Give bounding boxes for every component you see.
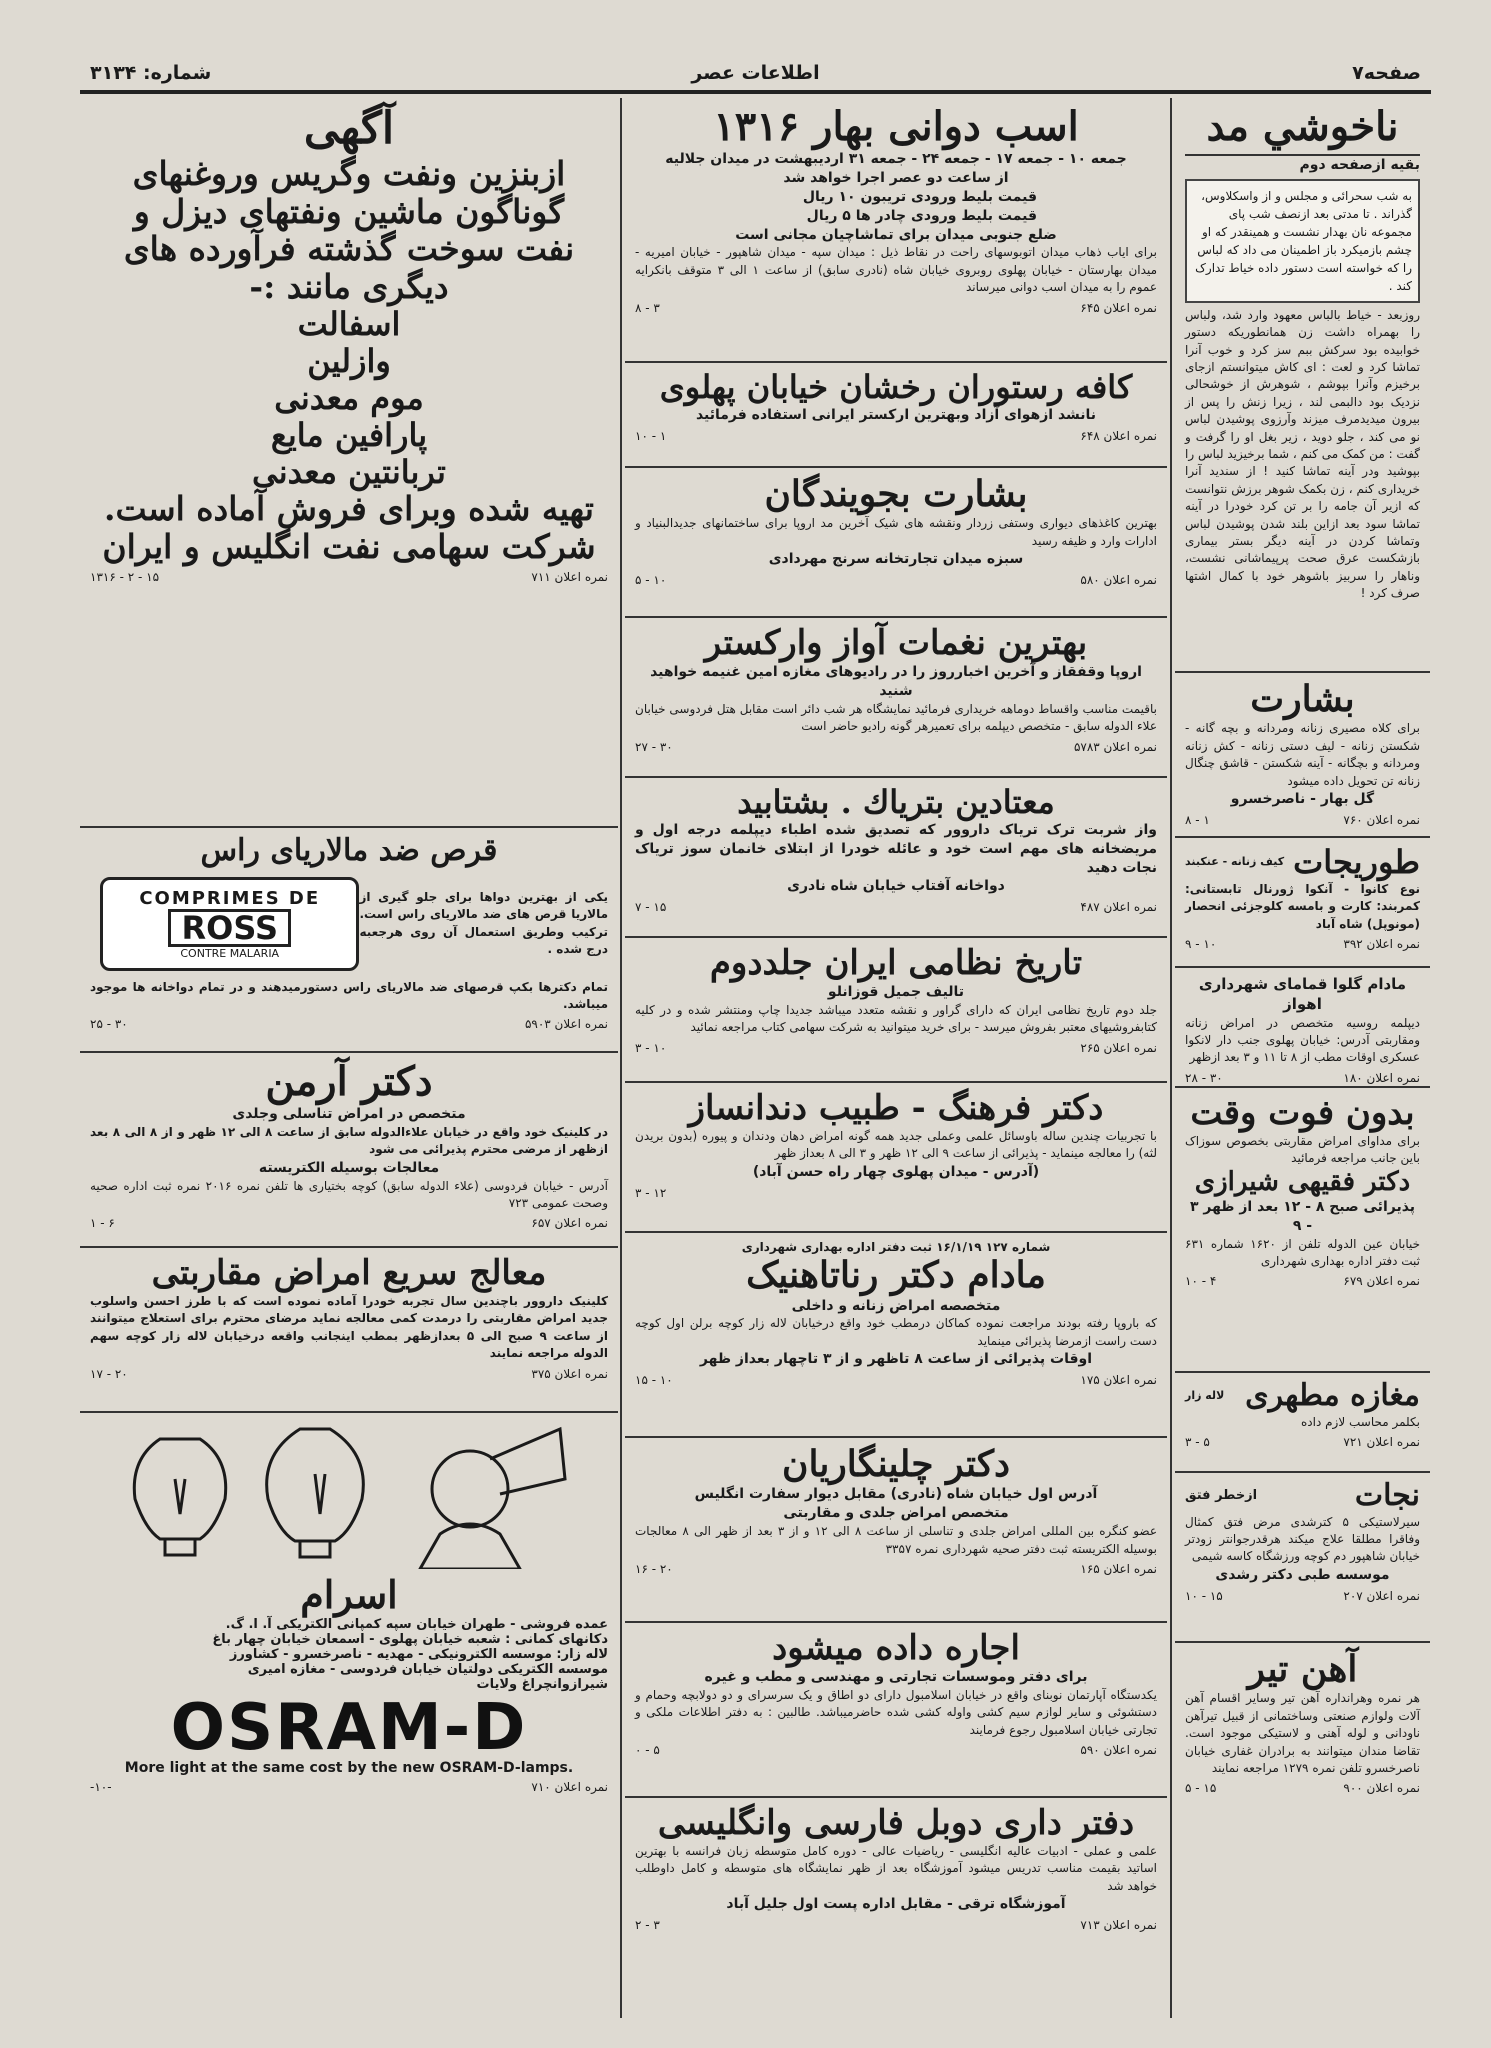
ad-title: دکتر فرهنگ - طبیب دندانساز — [688, 1088, 1104, 1128]
ad-subtitle: کیف زنانه - عنکبند — [1185, 854, 1285, 868]
ad-tarikh-nezami — [625, 938, 1167, 1083]
ad-title: اسرام — [300, 1572, 398, 1617]
ad-date: ۲۰ - ۱۷ — [90, 1366, 128, 1381]
ad-body: هر نمره وهرانداره آهن تیر وسایر اقسام آهن آلات ولوازم صنعتی وساختمانی از قبیل تیرآهن ناودانی و لوله آهنی و لاستیکی موجود است. تقاضا مندان میتوانند به برادران غفاری خیابان ناصرخسرو تلفن نمره ۱۲۷۹ مراجعه نمایند — [1185, 1691, 1420, 1775]
ad-number: نمره اعلان ۳۹۲ — [1343, 936, 1420, 951]
hours: پذیرائی صبح ۸ - ۱۲ بعد از ظهر ۳ - ۹ — [1189, 1198, 1416, 1234]
ad-body: در کلینیک خود واقع در خیابان علاءالدوله سابق از ساعت ۸ الی ۱۲ ظهر و از ۸ الی ۸ بعد ازظهر از مرضی محترم پذیرائی می شود — [90, 1124, 608, 1157]
retailer-line — [90, 1677, 608, 1692]
ad-body: بهترین کاغذهای دیواری وستفی زردار ونقشه های شیک آخرین مد اروپا برای ساختمانهای جدیدالبنیاد و ادارات وارد و ظیفه رسید — [635, 516, 1157, 548]
ad-dr-farhang — [625, 1083, 1167, 1233]
ad-subtitle: متخصصه امراض زنانه و داخلی — [791, 1297, 1001, 1314]
ad-title: مادام دکتر رناتاهنیک — [746, 1254, 1046, 1297]
product-item: موم معدنی — [274, 378, 424, 417]
ad-subtitle: جمعه ۱۰ - جمعه ۱۷ - جمعه ۲۴ - جمعه ۳۱ اردیبهشت در میدان جلالیه — [665, 151, 1127, 167]
ad-date: ۱۰ - ۹ — [1185, 936, 1217, 951]
page-number: صفحه۷ — [1352, 62, 1421, 84]
ad-date: ۵ - ۳ — [1185, 1434, 1210, 1449]
ad-number: نمره اعلان ۵۹۰ — [1080, 1743, 1157, 1758]
ad-date: ۱۵ - ۷ — [635, 900, 667, 915]
retailer-line — [90, 1632, 608, 1647]
pill-box-image — [100, 877, 359, 971]
ad-number: نمره اعلان ۶۵۷ — [531, 1216, 608, 1231]
product-item: اسفالت — [297, 305, 401, 344]
ad-title: اجاره داده میشود — [772, 1628, 1020, 1668]
ad-dobl — [625, 1798, 1167, 1963]
ad-subtitle: متخصص در امراض تناسلی وجلدی — [232, 1106, 466, 1122]
ad-line: دیگری مانند :- — [249, 267, 449, 307]
ad-naghmat — [625, 618, 1167, 778]
osram-logo: OSRAM-D — [170, 1690, 528, 1765]
page-header — [80, 60, 1431, 94]
ad-title: مغازه مطهری — [1245, 1378, 1420, 1413]
ad-date: ۱۰ - ۱۵ — [635, 1373, 673, 1388]
ad-dr-chelingarian — [625, 1438, 1167, 1623]
ad-title: معالج سریع امراض مقاربتی — [151, 1253, 547, 1293]
doctor-name: دکتر فقیهی شیرازی — [1194, 1166, 1411, 1197]
ad-subtitle: از ساعت دو عصر اجرا خواهد شد — [783, 169, 1009, 186]
ad-date: ۴ - ۱۰ — [1185, 1274, 1217, 1289]
ad-address: گل بهار - ناصرخسرو — [1230, 790, 1375, 807]
ad-title: طوریجات — [1293, 843, 1420, 881]
ad-title: ناخوشي مد — [1206, 103, 1399, 150]
osram-bulbs-illustration — [90, 1419, 608, 1569]
ad-number: نمره اعلان ۶۷۹ — [1343, 1274, 1420, 1289]
ad-body: سیرلاستیکی ۵ کترشدی مرض فتق کمثال وفاقرا مطلقا علاج میکند هرقدرجوانتر زودتر خیابان شاهپور دم کوچه ورزشگاه کاسه شیمی — [1185, 1514, 1420, 1564]
left-column — [80, 98, 618, 1823]
ad-number: نمره اعلان ۵۸۰ — [1080, 573, 1157, 588]
ad-date: ۱۵ - ۲ - ۱۳۱۶ — [90, 570, 160, 585]
ad-body: علمی و عملی - ادبیات عالیه انگلیسی - ریاضیات عالی - دوره کامل متوسطه زبان فرانسه با بهترین اساتید بقیمت مناسب تدریس میشود آموزشگاه بعد از ظهر نمایشگاه های متوسطه و کامل داوطلب خواهد شد — [635, 1844, 1157, 1893]
ad-date: ۳۰ - ۲۷ — [635, 739, 673, 754]
ad-body: واز شربت ترک تریاک داروور که تصدیق شده اطباء دیپلمه درجه اول و مریضخانه های مهم است خود و عائله خودرا از ابتلای خانمان سوز تریاک نجات دهید — [635, 821, 1157, 876]
ad-number: نمره اعلان ۱۶۵ — [1080, 1561, 1157, 1576]
ad-date: ۶ - ۱ — [90, 1216, 115, 1231]
ad-mottahari — [1175, 1373, 1430, 1473]
ad-subtitle: برای دفتر وموسسات تجارتی و مهندسی و مطب و غیره — [704, 1669, 1088, 1686]
ad-anglo-iranian-oil — [80, 98, 618, 828]
ad-number: نمره اعلان ۱۷۵ — [1080, 1373, 1157, 1388]
ad-body: که باروپا رفته بودند مراجعت نموده کماکان درمطب خود واقع درخیابان لاله زار کوچه برلن اول کوچه دست راست ازمرضا پذیرائی مینماید — [635, 1316, 1157, 1348]
ad-nejat — [1175, 1473, 1430, 1643]
ad-body: یکدستگاه آپارتمان نوبنای واقع در خیابان اسلامبول دارای دو اطاق و یک سرسرای و دو دولابچه وحمام و دستشوئی و سایر لوازم سیم کشی واوله کشی شده حاضرمیباشد. طالبین : به دفتر اطلاعات ملکی و تجارتی خیابان اسلامبول رجوع فرمایند — [635, 1687, 1157, 1737]
ad-number: نمره اعلان ۴۸۷ — [1080, 900, 1157, 915]
quoted-box: به شب سحرائی و مجلس و از واسکلاوس، گذراند . تا مدتی بعد ازنصف شب پای مجموعه نان بهدار نشست و همینقدر که او چشم بازمیکرد باز اطمینان می داد که لباس را که خواسته است دستور داده خیاط تدارک کند . — [1185, 179, 1420, 303]
ad-bedoon-foot — [1175, 1088, 1430, 1373]
pill-box-subtitle: CONTRE MALARIA — [180, 946, 280, 960]
retailer-line — [90, 1617, 608, 1632]
retailer-text: شیرازوانچراغ ولایات — [476, 1676, 608, 1692]
ad-date: ۵ - ۰ — [635, 1743, 660, 1758]
middle-column — [625, 98, 1167, 1963]
ad-number: نمره اعلان ۶۴۵ — [1080, 300, 1157, 315]
ad-title: نجات — [1354, 1478, 1420, 1513]
ad-title: تاریخ نظامی ایران جلددوم — [709, 943, 1083, 983]
ad-address: خیابان عین الدوله تلفن از ۱۶۲۰ شماره ۶۳۱ ثبت دفتر اداره بهداری شهرداری — [1185, 1236, 1421, 1268]
retailer-text: لاله زار: موسسه الکترونیکی - مهدیه - ناصرخسرو - کشاورز — [229, 1646, 608, 1662]
free-note: ضلع جنوبی میدان برای تماشاچیان مجانی است — [735, 226, 1057, 243]
ad-number: نمره اعلان ۷۱۱ — [531, 570, 608, 585]
ad-body: عضو کنگره بین المللی امراض جلدی و تناسلی از ساعت ۸ الی ۱۲ و از ۳ بعد از ظهر الی ۸ معالجات بوسیله الکتریسته ثبت دفتر صحیه شهرداری نمره ۳۳۵۷ — [635, 1524, 1158, 1556]
retailer-line — [90, 1647, 608, 1662]
ad-date: ۱ - ۸ — [1185, 812, 1210, 827]
ad-number: نمره اعلان ۲۰۷ — [1343, 1588, 1420, 1603]
ad-title: کافه رستوران رخشان خیابان پهلوی — [659, 368, 1133, 406]
ad-date: ۱۵ - ۱۰ — [1185, 1588, 1223, 1603]
ad-title: دفتر داری دوبل فارسی وانگلیسی — [657, 1803, 1135, 1843]
ad-number: نمره اعلان ۵۹۰۳ — [524, 1017, 608, 1032]
ad-number: نمره اعلان ۲۶۵ — [1080, 1040, 1157, 1055]
ad-title: مادام گلوا قمامای شهرداری اهواز — [1198, 975, 1407, 1014]
ad-horse-race — [625, 98, 1167, 363]
ad-number: نمره اعلان ۷۶۰ — [1343, 812, 1420, 827]
ad-line: ازبنزین ونفت وگریس وروغنهای — [132, 153, 566, 193]
ad-line: گوناگون ماشین ونفتهای دیزل و — [133, 191, 565, 231]
ad-subtitle: آدرس اول خیابان شاه (نادری) مقابل دیوار سفارت انگلیس — [694, 1486, 1098, 1503]
ad-address: سبزه میدان تجارتخانه سرنج مهردادی — [768, 551, 1024, 568]
ad-besharat-bejooyandegan — [625, 468, 1167, 618]
ad-address: (آدرس - میدان پهلوی چهار راه حسن آباد) — [752, 1163, 1040, 1180]
ad-date: ۳۰ - ۲۸ — [1185, 1070, 1223, 1085]
page-footer-number: -۱۰- — [90, 1779, 112, 1794]
ad-ejare — [625, 1623, 1167, 1798]
ad-subtitle: لاله زار — [1185, 1388, 1225, 1402]
ad-body: جلد دوم تاریخ نظامی ایران که دارای گراور و نقشه متعدد میباشد جدیدا چاپ ومنتشر شده و در کلیه کتابفروشیهای معتبر بفروش میرسد - برای خرید میتوانید به شرکت سهامی کتاب مراجعه نمائید — [635, 1002, 1157, 1035]
ad-date: ۲۰ - ۱۶ — [635, 1561, 673, 1576]
retailer-line — [90, 1662, 608, 1677]
ad-line: نفت سوخت گذشته فرآورده های — [123, 229, 575, 269]
ad-ross-malaria — [80, 828, 618, 1053]
ad-body: روزبعد - خیاط بالباس معهود وارد شد، ولباس را بهمراه داشت زن همانطوریکه دستور خوابیده بود سرکش ببم سز کرد و خوب آنرا تماشا کرد و لعت : ای کاش میتوانستم ازجای برخیزم وآنرا بپوشم ، شوهرش از خوشحالی نزدیک بود دالبمی لند ، زیرا زنش را پس از بیرون میدیدمرف میزند وآرزوی پوشیدن لباس نو می کند ، جلو دوید ، زیر بغل او را گرفت و گفت : من کمک می کنم ، شما برخیزید لباس را بپوشید ودر آینه تماشا کنید ! از سندید آنرا خریداری کنم ، زن بکمک شوهر برزش نتوانست که ازیر آن جامه را بر تن کرد خودرا در آینه تماشا سود بعد ازاین بلند شدن پوشیدن لباس وتماشا کردن در آینه دیگر بستر بیماری بازشکست عرق صحت پرپیماشانی نشست، وناهار را سربیز باشوهر خود با کمال اشتها صرف کرد ! — [1185, 307, 1420, 601]
ad-ahan-tir — [1175, 1643, 1430, 1898]
hours: اوقات پذیرائی از ساعت ۸ تاظهر و از ۳ تاچهار بعداز ظهر — [699, 1351, 1093, 1368]
ad-title: بدون فوت وقت — [1190, 1093, 1415, 1133]
ad-body: برای مداوای امراض مقاربتی بخصوص سوزاک باین جانب مراجعه فرمائید — [1185, 1134, 1420, 1166]
ad-toorijat — [1175, 838, 1430, 968]
ad-body: یکی از بهترین دواها برای جلو گیری از مالاریا قرص های ضد مالاریای راس است. ترکیب وطریق استعمال آن روی هرجعبه درج شده . — [359, 889, 608, 956]
ad-title: بشارت بجویندگان — [764, 473, 1028, 515]
ad-moalej-sari — [80, 1248, 618, 1413]
registration-note: شماره ۱۲۷ ۱۶/۱/۱۹ ثبت دفتر اداره بهداری شهرداری — [741, 1240, 1051, 1254]
ad-besharat — [1175, 673, 1430, 838]
ad-address: آموزشگاه ترقی - مقابل اداره پست اول جلیل آباد — [726, 1896, 1066, 1913]
ad-title: آگهی — [303, 103, 395, 154]
ad-number: نمره اعلان ۵۷۸۳ — [1073, 739, 1157, 754]
ad-number: نمره اعلان ۹۰۰ — [1343, 1781, 1420, 1796]
retailer-text: دکانهای کمانی : شعبه خیابان پهلوی - اسمعان خیابان چهار باغ — [212, 1631, 608, 1647]
ad-date: ۱۰ - ۳ — [635, 1040, 667, 1055]
product-item: پارافین مایع — [270, 415, 428, 454]
ad-date: ۳۰ - ۲۵ — [90, 1017, 128, 1032]
product-item: تربانتین معدنی — [252, 452, 446, 491]
ad-body: باقیمت مناسب واقساط دوماهه خریداری فرمائید نمایشگاه هر شب دائر است مقابل هتل فردوسی خیابان علاء الدوله سابق - متخصص دیپلمه برای تعمیرهر گونه رادیو حاضر است — [635, 701, 1157, 734]
ad-line: تهیه شده وبرای فروش آماده است. — [104, 489, 594, 529]
price-line: قیمت بلیط ورودی تریبون ۱۰ ریال — [802, 188, 1037, 205]
ad-title: قرص ضد مالاریای راس — [200, 833, 498, 868]
ad-title: بهترین نغمات آواز وارکستر — [704, 623, 1088, 663]
ad-title: معتادین بتریاك . بشتابید — [737, 783, 1055, 821]
ad-body: بکلمر محاسب لازم داده — [1301, 1414, 1420, 1429]
osram-tagline: More light at the same cost by the new OSRAM-D-lamps. — [124, 1759, 574, 1776]
ad-dr-armen — [80, 1053, 618, 1248]
column-divider — [620, 98, 622, 2018]
ad-date: ۱ - ۱۰ — [635, 428, 667, 443]
ad-title: آهن تیر — [1247, 1648, 1358, 1690]
ad-body: با تجربیات چندین ساله باوسائل علمی وعملی جدید همه گونه امراض دهان ودندان و پیوره (بدون بریدن لثه) را معالجه مینماید - پذیرائی از ساعت ۹ الی ۱۲ ظهر و ۳ الی ۸ بعداز ظهر — [635, 1129, 1157, 1161]
column-divider — [1170, 98, 1172, 2018]
ad-number: نمره اعلان ۷۱۰ — [531, 1779, 608, 1794]
ad-date: ۳ - ۸ — [635, 300, 660, 315]
ad-number: نمره اعلان ۶۴۸ — [1080, 428, 1157, 443]
ad-nakhoshi-mod — [1175, 98, 1430, 673]
ad-date: ۱۰ - ۵ — [635, 573, 667, 588]
ad-taryak — [625, 778, 1167, 938]
company-name: شرکت سهامی نفت انگلیس و ایران — [102, 527, 596, 567]
ad-note: معالجات بوسیله الکتریسته — [258, 1159, 440, 1176]
ad-author: تالیف جمیل قوزانلو — [827, 984, 965, 1001]
ad-number: نمره اعلان ۷۱۳ — [1080, 1918, 1157, 1933]
product-item: وازلین — [307, 342, 391, 381]
ad-subtitle: بقیه ازصفحه دوم — [1185, 154, 1420, 175]
ad-dr-renata — [625, 1233, 1167, 1438]
price-line: قیمت بلیط ورودی چادر ها ۵ ریال — [806, 207, 1037, 224]
ad-title: بشارت — [1250, 678, 1355, 720]
ad-title: دکتر چلینگاریان — [782, 1443, 1010, 1485]
ad-body: نانشد ازهوای آزاد وبهترین ارکستر ایرانی استفاده فرمائید — [695, 406, 1097, 423]
ad-body: نوع کانوا - آنکوا ژورنال تابستانی: کمربند: کارت و بامسه کلوجزئی انحصار (مونوپل) شاه آباد — [1185, 881, 1420, 931]
ad-number: نمره اعلان ۳۷۵ — [531, 1366, 608, 1381]
ad-address: دواخانه آفتاب خیابان شاه نادری — [787, 878, 1005, 895]
pill-box-brand: ROSS — [168, 909, 291, 947]
ad-cafe — [625, 363, 1167, 468]
retailer-text: عمده فروشی - طهران خیابان سپه کمپانی الکتریکی آ. ا. گ. — [225, 1616, 608, 1632]
ad-address: آدرس - خیابان فردوسی (علاء الدوله سابق) کوچه بختیاری ها تلفن نمره ۲۰۱۶ نمره ثبت اداره صحیه وصحت عمومی ۷۲۳ — [90, 1178, 608, 1210]
ad-title: اسب دوانی بهار ۱۳۱۶ — [713, 103, 1079, 150]
ad-body: دیپلمه روسیه متخصص در امراض زنانه ومقاربتی آدرس: خیابان پهلوی جنب دار لانکوا عسکری اوقات مطب از ۸ تا ۱۱ و ۳ بعد ازظهر — [1185, 1015, 1420, 1065]
ad-body: کلینیک داروور باچندین سال تجربه خودرا آماده نموده است که با طرز احسن واسلوب جدید امراض مقاربتی را درمدت کمی معالجه نماید مرضای محترم برای استعلاج میتوانند از ساعت ۹ صبح الی ۵ بعدازظهر بمطب اینجانب واقعه درخیابان لاله زار کوچه سهم الدوله مراجعه نمایند — [90, 1294, 608, 1361]
ad-body: برای کلاه مصیری زنانه ومردانه و بچه گانه - شکستن زنانه - لیف دستی زنانه - کش زنانه ومردانه و بچگانه - آینه شکستن - قاشق چنگال زنانه تن تحویل داده میشود — [1185, 721, 1420, 788]
ad-date: ۳ - ۲ — [635, 1918, 660, 1933]
issue-number: شماره: ۳۱۳۴ — [90, 62, 212, 84]
ad-subtitle: ازخطر فتق — [1185, 1488, 1258, 1504]
right-column — [1175, 98, 1430, 1898]
ad-number: نمره اعلان ۱۸۰ — [1343, 1070, 1420, 1085]
ad-number: نمره اعلان ۷۲۱ — [1343, 1434, 1420, 1449]
ad-subtitle: متخصص امراض جلدی و مقاربتی — [783, 1505, 1009, 1522]
ad-body: برای ایاب ذهاب میدان اتوبوسهای راحت در نقاط ذیل : میدان سپه - میدان شاهپور - خیابان امیریه - میدان بهارستان - خیابان پهلوی روبروی خیابان شاه (نادری سابق) از ساعت ۱ الی ۳ متوقف بانکرایه عموم را به میدان اسب دوانی میرساند — [635, 245, 1157, 295]
ad-body: تمام دکترها بکپ قرصهای ضد مالاریای راس دستورمیدهند و در تمام دواخانه ها موجود میباشد. — [90, 979, 608, 1011]
ad-date: ۱۲ - ۳ — [635, 1185, 667, 1200]
org-name: موسسه طبی دکتر رشدی — [1215, 1566, 1390, 1583]
retailer-text: موسسه الکتریکی دولتیان خیابان فردوسی - مغازه امیری — [247, 1661, 608, 1677]
ad-osram — [80, 1413, 618, 1823]
pill-box-label: COMPRIMES DE — [139, 887, 321, 909]
ad-title: دکتر آرمن — [265, 1058, 433, 1105]
ad-date: ۱۵ - ۵ — [1185, 1781, 1217, 1796]
ad-subtitle: اروپا وقفقاز و آخرین اخبارروز را در رادیوهای مغازه امین غنیمه خواهید شنید — [650, 664, 1142, 699]
newspaper-name: اطلاعات عصر — [691, 62, 820, 84]
ad-madam-golova — [1175, 968, 1430, 1088]
